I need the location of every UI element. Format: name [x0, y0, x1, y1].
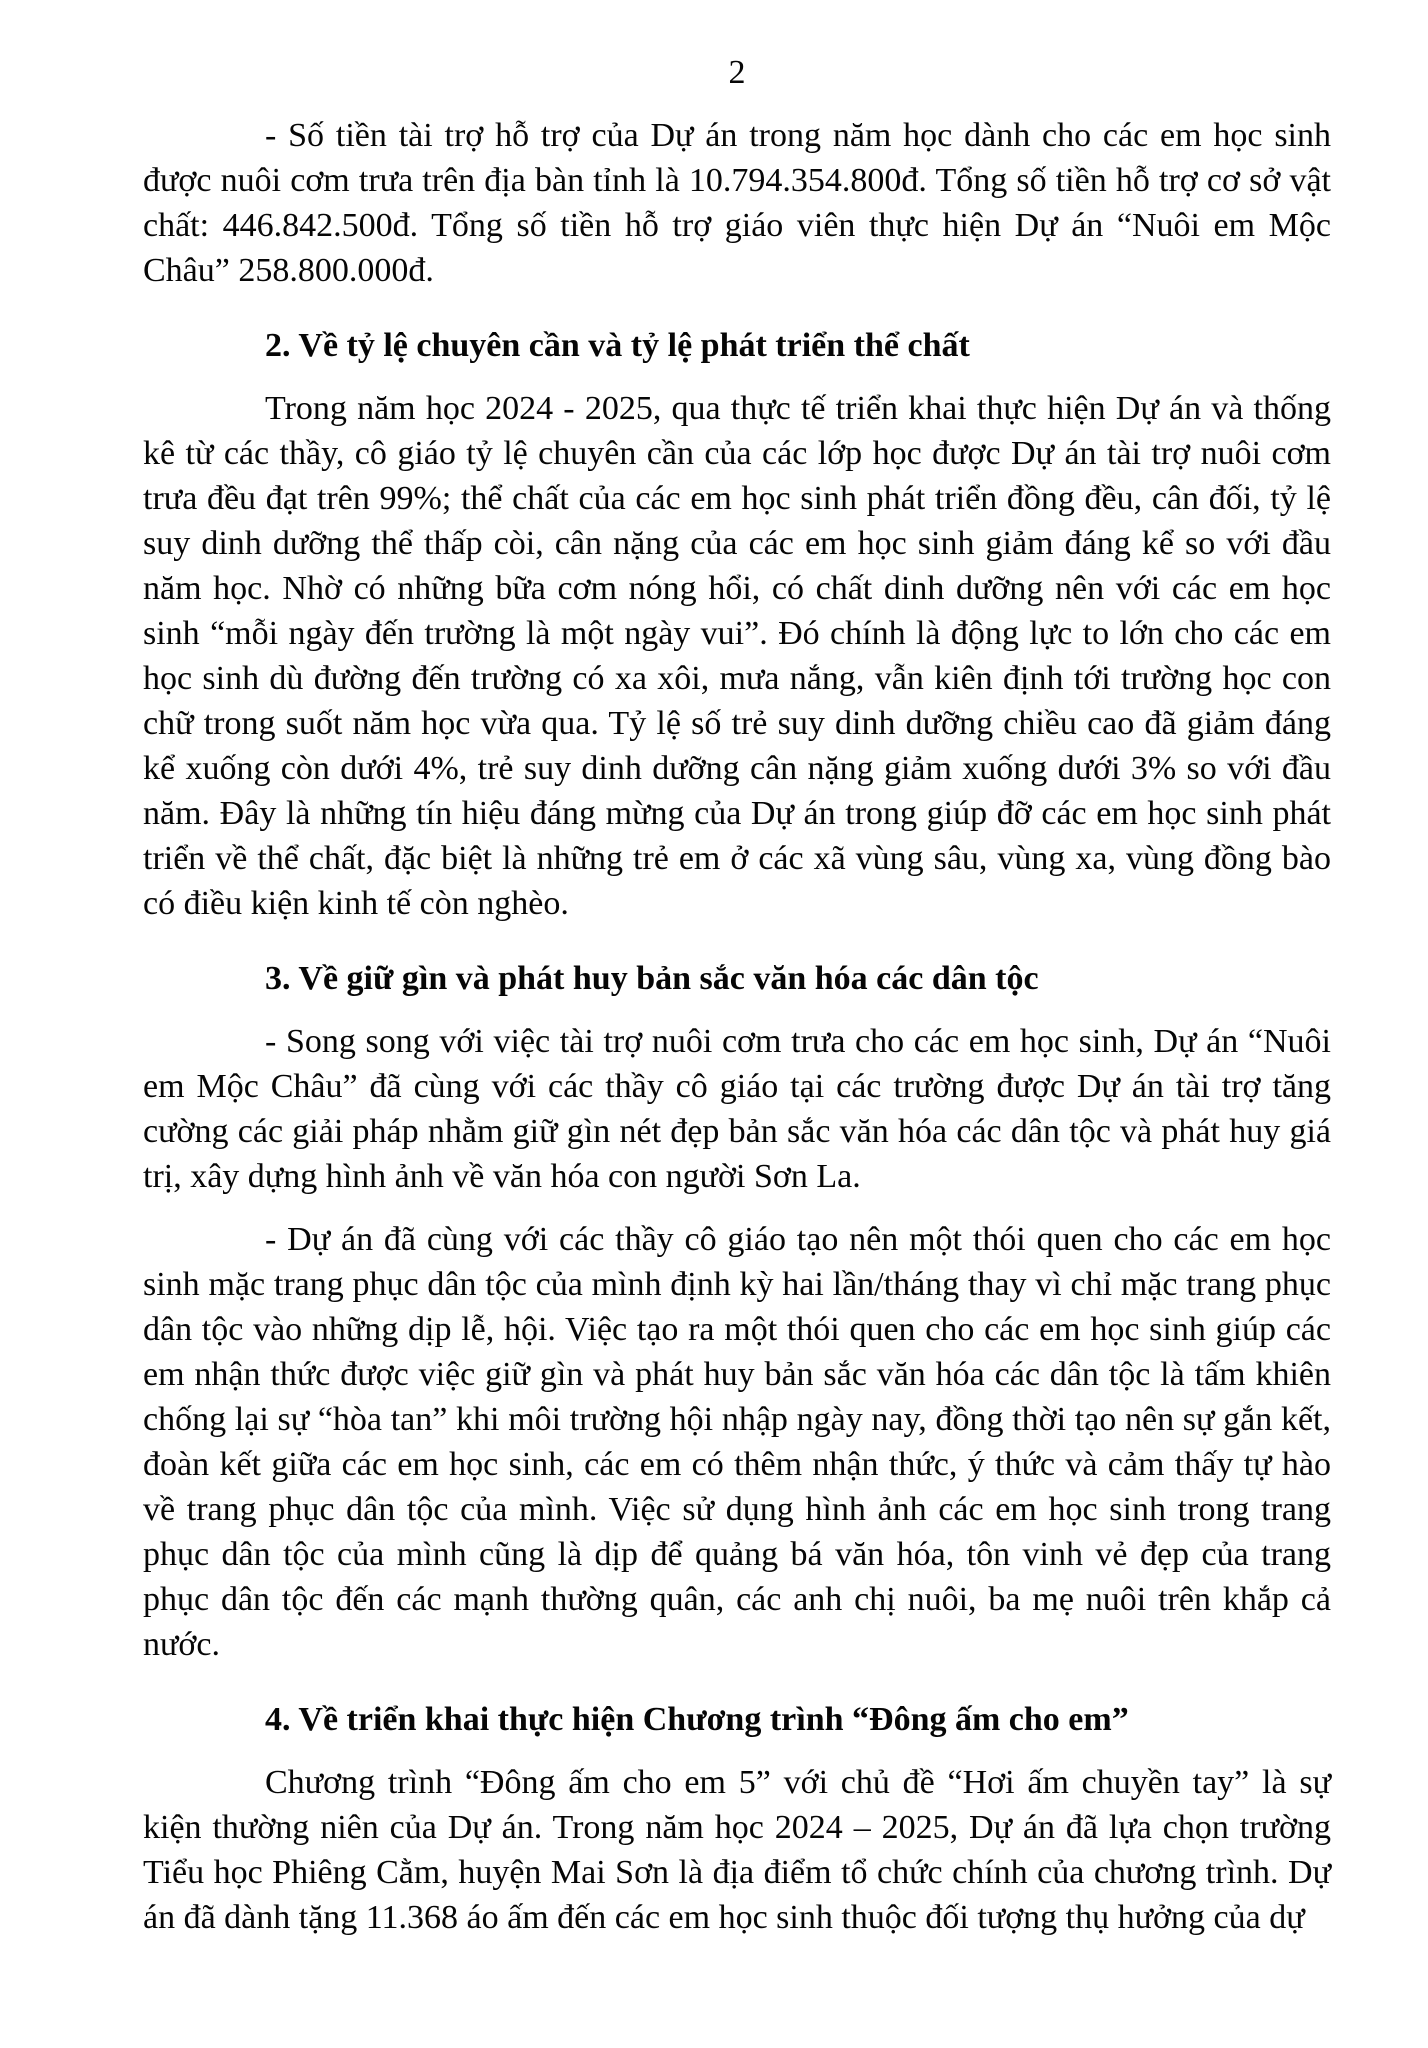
- section-heading-2-attendance: 2. Về tỷ lệ chuyên cần và tỷ lệ phát triển thể chất: [265, 327, 970, 364]
- paragraph-warm-winter-program: Chương trình “Đông ấm cho em 5” với chủ đề “Hơi ấm chuyền tay” là sự kiện thường niên của Dự án. Trong năm học 2024 – 2025, Dự án đã lựa chọn trường Tiểu học Phiêng Cằm, huyện Mai Sơn là địa điểm tổ chức chính của chương trình. Dự án đã dành tặng 11.368 áo ấm đến các em học sinh thuộc đối tượng thụ hưởng của dự: [143, 1764, 1331, 1936]
- paragraph-attendance-physical-development: Trong năm học 2024 - 2025, qua thực tế triển khai thực hiện Dự án và thống kê từ các thầy, cô giáo tỷ lệ chuyên cần của các lớp học được Dự án tài trợ nuôi cơm trưa đều đạt trên 99%; thể chất của các em học sinh phát triển đồng đều, cân đối, tỷ lệ suy dinh dưỡng thể thấp còi, cân nặng của các em học sinh giảm đáng kể so với đầu năm học. Nhờ có những bữa cơm nóng hổi, có chất dinh dưỡng nên với các em học sinh “mỗi ngày đến trường là một ngày vui”. Đó chính là động lực to lớn cho các em học sinh dù đường đến trường có xa xôi, mưa nắng, vẫn kiên định tới trường học con chữ trong suốt năm học vừa qua. Tỷ lệ số trẻ suy dinh dưỡng chiều cao đã giảm đáng kể xuống còn dưới 4%, trẻ suy dinh dưỡng cân nặng giảm xuống dưới 3% so với đầu năm. Đây là những tín hiệu đáng mừng của Dự án trong giúp đỡ các em học sinh phát triển về thể chất, đặc biệt là những trẻ em ở các xã vùng sâu, vùng xa, vùng đồng bào có điều kiện kinh tế còn nghèo.: [143, 390, 1331, 922]
- paragraph-traditional-costume-habit: - Dự án đã cùng với các thầy cô giáo tạo nên một thói quen cho các em học sinh mặc trang phục dân tộc của mình định kỳ hai lần/tháng thay vì chỉ mặc trang phục dân tộc vào những dịp lễ, hội. Việc tạo ra một thói quen cho các em học sinh giúp các em nhận thức được việc giữ gìn và phát huy bản sắc văn hóa các dân tộc là tấm khiên chống lại sự “hòa tan” khi môi trường hội nhập ngày nay, đồng thời tạo nên sự gắn kết, đoàn kết giữa các em học sinh, các em có thêm nhận thức, ý thức và cảm thấy tự hào về trang phục dân tộc của mình. Việc sử dụng hình ảnh các em học sinh trong trang phục dân tộc của mình cũng là dịp để quảng bá văn hóa, tôn vinh vẻ đẹp của trang phục dân tộc đến các mạnh thường quân, các anh chị nuôi, ba mẹ nuôi trên khắp cả nước.: [143, 1221, 1331, 1663]
- page-number: 2: [728, 54, 746, 91]
- document-content: [143, 0, 1331, 1940]
- section-heading-3-cultural-identity: 3. Về giữ gìn và phát huy bản sắc văn hóa các dân tộc: [265, 960, 1039, 997]
- paragraph-cultural-identity-support: - Song song với việc tài trợ nuôi cơm trưa cho các em học sinh, Dự án “Nuôi em Mộc Châu” đã cùng với các thầy cô giáo tại các trường được Dự án tài trợ tăng cường các giải pháp nhằm giữ gìn nét đẹp bản sắc văn hóa các dân tộc và phát huy giá trị, xây dựng hình ảnh về văn hóa con người Sơn La.: [143, 1023, 1331, 1195]
- paragraph-funding-summary: - Số tiền tài trợ hỗ trợ của Dự án trong năm học dành cho các em học sinh được nuôi cơm trưa trên địa bàn tỉnh là 10.794.354.800đ. Tổng số tiền hỗ trợ cơ sở vật chất: 446.842.500đ. Tổng số tiền hỗ trợ giáo viên thực hiện Dự án “Nuôi em Mộc Châu” 258.800.000đ.: [143, 117, 1331, 289]
- section-heading-4-warm-winter-program: 4. Về triển khai thực hiện Chương trình “Đông ấm cho em”: [265, 1701, 1129, 1738]
